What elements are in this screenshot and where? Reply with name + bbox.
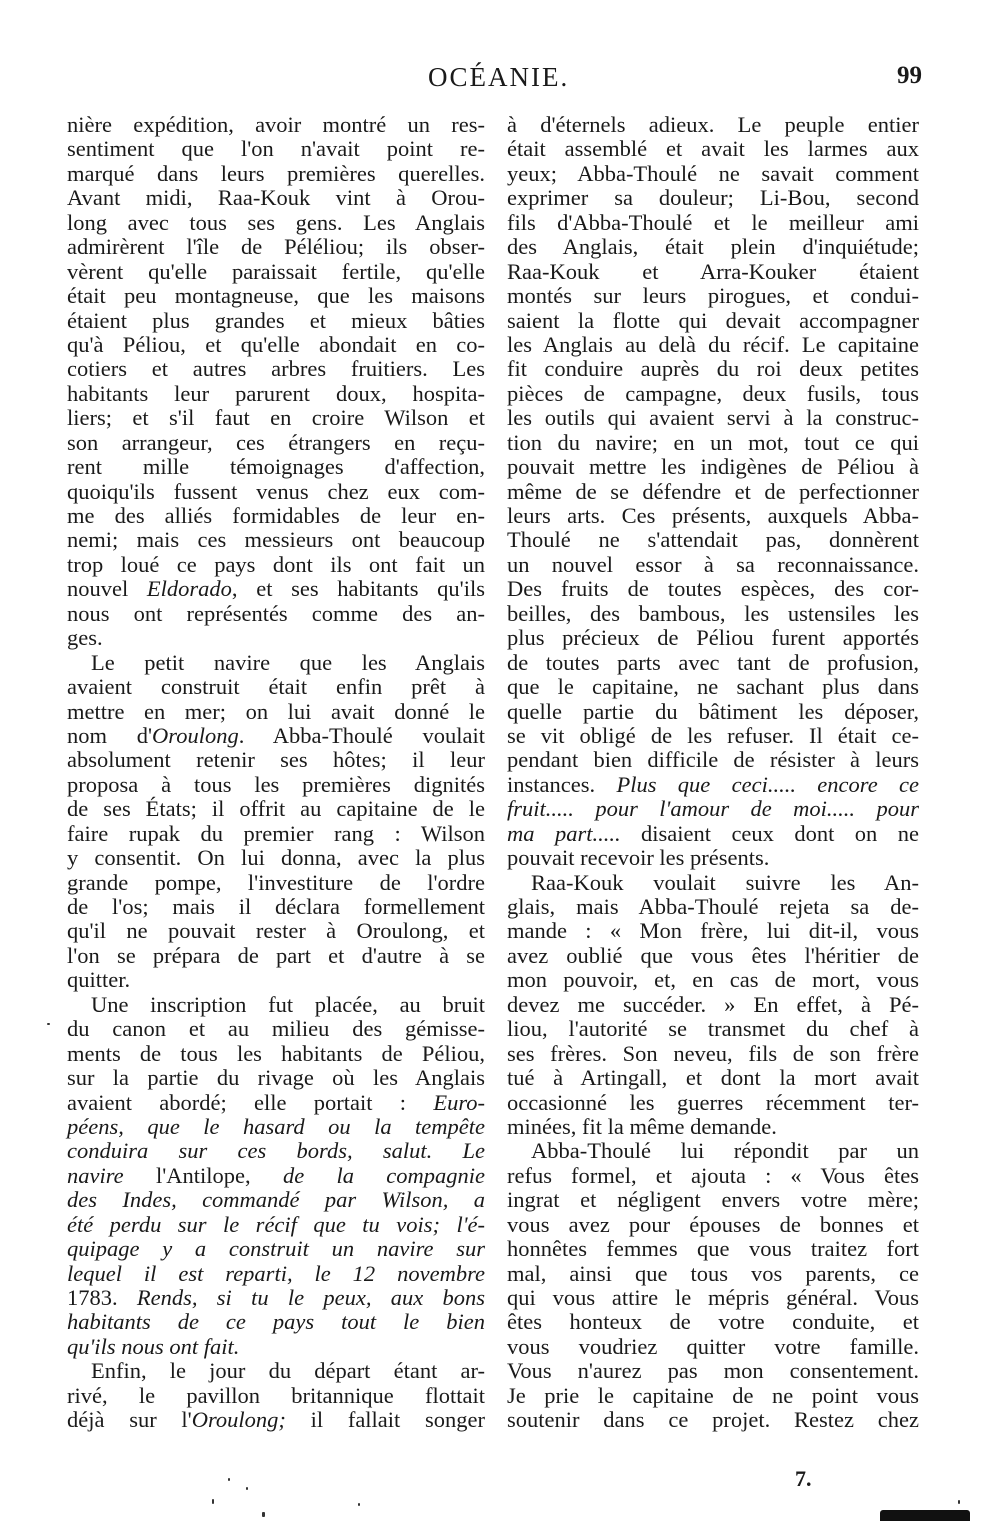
text-line	[67, 993, 485, 1017]
text-segment: Des fruits de toutes espèces, des cor-	[507, 576, 919, 602]
text-segment: Avant midi, Raa-Kouk vint à Orou-	[67, 185, 485, 211]
text-line	[67, 626, 485, 650]
text-segment: absolument retenir ses hôtes; il leur	[67, 747, 485, 773]
text-segment: nemi; mais ces messieurs ont beaucoup	[67, 527, 485, 553]
text-line	[507, 455, 919, 479]
text-line	[67, 455, 485, 479]
text-line	[507, 504, 919, 528]
text-segment: grande pompe, l'investiture de l'ordre	[67, 869, 485, 895]
text-segment: plus précieux de Péliou furent apportés	[507, 625, 919, 651]
text-line	[507, 577, 919, 601]
text-line	[507, 333, 919, 357]
text-line	[67, 211, 485, 235]
text-line	[507, 895, 919, 919]
text-line	[67, 528, 485, 552]
text-line	[507, 1188, 919, 1212]
text-line	[67, 748, 485, 772]
text-line	[507, 919, 919, 943]
text-line	[67, 382, 485, 406]
text-segment: montés sur leurs pirogues, et condui-	[507, 283, 919, 309]
text-line	[67, 773, 485, 797]
text-segment: ingrat et négligent envers votre mère;	[507, 1187, 919, 1213]
text-line	[507, 1042, 919, 1066]
text-segment: Enfin, le jour du départ étant ar-	[91, 1358, 485, 1384]
text-segment: qu'il ne pouvait rester à Oroulong, et	[67, 918, 485, 944]
text-line	[507, 748, 919, 772]
text-segment: pendant bien difficile de résister à leurs	[507, 747, 919, 773]
text-segment: son arrangeur, ces étrangers en reçu-	[67, 429, 485, 455]
italic-text: fruit..... pour l'amour de moi..... pour	[507, 796, 919, 822]
text-line	[67, 1213, 485, 1237]
text-line	[67, 944, 485, 968]
text-segment: soutenir dans ce projet. Restez chez	[507, 1407, 919, 1433]
speck	[47, 1023, 50, 1025]
text-segment: étaient plus grandes et mieux bâties	[67, 307, 485, 333]
italic-text: péens, que le hasard ou la tempête	[67, 1113, 485, 1139]
text-segment: rent mille témoignages d'affection,	[67, 454, 485, 480]
italic-text: lequel il est reparti, le 12 novembre	[67, 1260, 485, 1286]
text-segment: nouvel	[67, 576, 147, 602]
text-line	[67, 675, 485, 699]
text-line	[67, 602, 485, 626]
text-segment: minées, fit la même demande.	[507, 1113, 777, 1139]
text-line	[67, 333, 485, 357]
text-segment: Vous n'aurez pas mon consentement.	[507, 1358, 919, 1384]
text-segment: trop loué ce pays dont ils ont fait un	[67, 551, 485, 577]
text-segment: leurs arts. Ces présents, auxquels Abba-	[507, 503, 919, 528]
text-segment: quitter.	[67, 967, 131, 993]
text-line	[67, 577, 485, 601]
text-line	[507, 211, 919, 235]
text-line	[507, 700, 919, 724]
text-segment: proposa à tous les premières dignités	[67, 771, 485, 797]
running-head: OCÉANIE.	[428, 62, 570, 92]
text-line	[507, 1213, 919, 1237]
text-line	[507, 1310, 919, 1334]
text-segment: du canon et au milieu des gémisse-	[67, 1016, 485, 1042]
text-segment: avaient abordé; elle portait :	[67, 1089, 434, 1115]
text-segment: habitants leur parurent doux, hospita-	[67, 380, 485, 406]
text-line	[507, 284, 919, 308]
text-segment: 1783.	[67, 1285, 137, 1310]
text-line	[67, 1042, 485, 1066]
text-segment: Abba-Thoulé lui répondit par un	[531, 1138, 919, 1164]
text-line	[67, 968, 485, 992]
italic-text: Plus que ceci..... encore ce	[616, 771, 919, 797]
text-segment: les Anglais au delà du récif. Le capitaine	[507, 331, 919, 357]
text-line	[67, 480, 485, 504]
text-segment: de ses États; il offrit au capitaine de le	[67, 796, 485, 822]
text-segment: tué à Artingall, et dont la mort avait	[507, 1065, 919, 1091]
text-segment: instances.	[507, 771, 617, 797]
speck	[262, 1512, 265, 1517]
text-segment: ses frères. Son neveu, fils de son frère	[507, 1040, 919, 1066]
text-line	[67, 1286, 485, 1310]
signature-mark: 7.	[795, 1466, 812, 1491]
text-line	[67, 186, 485, 210]
italic-text: quipage y a construit un navire sur	[67, 1236, 485, 1262]
text-segment: êtes honteux de votre conduite, et	[507, 1309, 919, 1335]
italic-text: conduira sur ces bords, salut. Le	[67, 1138, 485, 1164]
text-segment: occasionné les guerres récemment ter-	[507, 1089, 919, 1115]
text-segment: tion du navire; en un mot, tout ce qui	[507, 429, 919, 455]
text-segment: disaient ceux dont on ne	[620, 820, 919, 846]
text-segment: ges.	[67, 625, 103, 651]
text-segment: ments de tous les habitants de Péliou,	[67, 1040, 485, 1066]
text-line	[67, 822, 485, 846]
text-segment: mande : « Mon frère, lui dit-il, vous	[507, 918, 919, 944]
italic-text: Eldorado	[146, 576, 232, 602]
text-line	[67, 553, 485, 577]
text-line	[67, 162, 485, 186]
text-line	[67, 700, 485, 724]
text-segment: saient la flotte qui devait accompagner	[507, 307, 919, 333]
speck	[228, 1478, 230, 1481]
text-line	[507, 137, 919, 161]
text-line	[507, 1139, 919, 1163]
text-line	[507, 162, 919, 186]
text-segment: vous avez pour épouses de bonnes et	[507, 1211, 919, 1237]
italic-text: ma part.....	[507, 820, 621, 846]
text-segment: pouvait mettre les indigènes de Péliou à	[507, 454, 919, 480]
text-line	[507, 357, 919, 381]
text-segment: me des alliés formidables de leur en-	[67, 503, 485, 528]
text-line	[507, 1091, 919, 1115]
italic-text: Oroulong;	[191, 1407, 286, 1433]
text-segment: de l'os; mais il déclara formellement	[67, 894, 485, 919]
text-line	[507, 1115, 919, 1139]
text-line	[507, 1066, 919, 1090]
text-segment: l'on se prépara de part et d'autre à se	[67, 942, 485, 968]
text-segment: était assemblé et avait les larmes aux	[507, 136, 919, 162]
text-segment: mal, ainsi que tous vos parents, ce	[507, 1260, 919, 1286]
text-line	[507, 1408, 919, 1432]
italic-text: navire	[67, 1162, 124, 1188]
text-line	[507, 724, 919, 748]
text-segment: refus formel, et ajouta : « Vous êtes	[507, 1162, 919, 1188]
italic-text: été perdu sur le récif que tu vois; l'é-	[67, 1211, 485, 1237]
page-header	[0, 62, 1000, 102]
text-line	[67, 1359, 485, 1383]
text-segment: yeux; Abba-Thoulé ne savait comment	[507, 160, 919, 186]
italic-text: Oroulong	[152, 722, 239, 748]
text-line	[67, 1262, 485, 1286]
text-line	[67, 1237, 485, 1261]
text-segment: y consentit. On lui donna, avec la plus	[67, 845, 485, 871]
italic-text: Rends, si tu le peux, aux bons	[136, 1285, 486, 1310]
text-line	[507, 309, 919, 333]
text-segment: était peu montagneuse, que les maisons	[67, 283, 485, 309]
text-line	[507, 1237, 919, 1261]
text-line	[507, 1286, 919, 1310]
text-segment: des Anglais, était plein d'inquiétude;	[507, 234, 919, 260]
text-segment: Raa-Kouk et Arra-Kouker étaient	[507, 258, 919, 284]
text-line	[67, 113, 485, 137]
text-line	[507, 651, 919, 675]
text-line	[67, 431, 485, 455]
text-line	[67, 1188, 485, 1212]
text-segment: faire rupak du premier rang : Wilson	[67, 820, 485, 846]
text-line	[67, 797, 485, 821]
text-segment: . Abba-Thoulé voulait	[238, 722, 485, 748]
text-line	[67, 1091, 485, 1115]
text-segment: Je prie le capitaine de ne point vous	[507, 1382, 919, 1408]
text-line	[67, 895, 485, 919]
italic-text: des Indes, commandé par Wilson, a	[67, 1187, 485, 1213]
text-segment: qu'à Péliou, et qu'elle abondait en co-	[67, 331, 485, 357]
speck	[958, 1500, 960, 1504]
text-segment: avaient construit était enfin prêt à	[67, 674, 485, 700]
text-segment: glais, mais Abba-Thoulé rejeta sa de-	[507, 894, 919, 919]
text-line	[507, 822, 919, 846]
text-line	[67, 284, 485, 308]
text-segment: liers; et s'il faut en croire Wilson et	[67, 405, 485, 431]
text-line	[507, 602, 919, 626]
text-segment: vèrent qu'elle paraissait fertile, qu'elle	[67, 258, 485, 284]
text-line	[67, 504, 485, 528]
text-segment: marqué dans leurs premières querelles.	[67, 160, 485, 186]
text-segment: mettre en mer; on lui avait donné le	[67, 698, 485, 724]
text-line	[67, 1310, 485, 1334]
speck	[358, 1503, 360, 1506]
text-segment: admirèrent l'île de Péléliou; ils obser-	[67, 234, 485, 260]
text-line	[67, 724, 485, 748]
text-line	[507, 1017, 919, 1041]
text-line	[67, 1164, 485, 1188]
text-segment: sentiment que l'on n'avait point re-	[67, 136, 485, 162]
text-segment: cotiers et autres arbres fruitiers. Les	[67, 356, 485, 382]
text-line	[507, 871, 919, 895]
text-segment: nous ont représentés comme des an-	[67, 600, 485, 626]
text-segment: pièces de campagne, deux fusils, tous	[507, 380, 919, 406]
speck	[212, 1499, 214, 1504]
text-line	[507, 1384, 919, 1408]
text-line	[67, 846, 485, 870]
text-segment: Thoulé ne s'attendait pas, donnèrent	[507, 527, 919, 553]
text-segment: qui vous attire le mépris général. Vous	[507, 1285, 919, 1310]
text-segment: mon pouvoir, et, en cas de mort, vous	[507, 967, 919, 993]
text-line	[507, 1164, 919, 1188]
text-segment: beilles, des bambous, les ustensiles les	[507, 600, 919, 626]
text-line	[67, 235, 485, 259]
text-segment: que le capitaine, ne sachant plus dans	[507, 674, 919, 700]
text-segment: de toutes parts avec tant de profusion,	[507, 649, 919, 675]
text-line	[507, 797, 919, 821]
text-segment: se vit obligé de les refuser. Il était ce-	[507, 722, 919, 748]
text-segment: pouvait recevoir les présents.	[507, 845, 770, 871]
italic-text: de la compagnie	[282, 1162, 485, 1188]
text-line	[507, 186, 919, 210]
text-line	[507, 480, 919, 504]
text-line	[507, 406, 919, 430]
text-line	[67, 357, 485, 381]
text-line	[507, 1359, 919, 1383]
text-line	[507, 431, 919, 455]
text-segment: honnêtes femmes que vous traitez fort	[507, 1236, 919, 1262]
text-line	[507, 968, 919, 992]
text-line	[507, 235, 919, 259]
text-line	[507, 528, 919, 552]
text-segment: même de se défendre et de perfectionner	[507, 478, 919, 504]
text-line	[67, 1335, 485, 1359]
text-segment: fils d'Abba-Thoulé et le meilleur ami	[507, 209, 919, 235]
text-line	[507, 773, 919, 797]
text-line	[67, 651, 485, 675]
text-segment: nom d'	[67, 722, 153, 748]
text-segment: Une inscription fut placée, au bruit	[91, 991, 485, 1017]
text-line	[507, 626, 919, 650]
text-line	[507, 1262, 919, 1286]
text-segment: l'Antilope,	[123, 1162, 283, 1188]
text-line	[67, 1139, 485, 1163]
text-line	[507, 553, 919, 577]
text-segment: exprimer sa douleur; Li-Bou, second	[507, 185, 919, 211]
text-line	[67, 1408, 485, 1432]
text-line	[507, 675, 919, 699]
text-segment: nière expédition, avoir montré un res-	[67, 112, 485, 137]
text-line	[67, 137, 485, 161]
text-line	[507, 260, 919, 284]
right-column	[507, 113, 919, 1433]
italic-text: habitants de ce pays tout le bien	[67, 1309, 485, 1335]
text-segment: à d'éternels adieux. Le peuple entier	[507, 112, 919, 137]
speck	[246, 1487, 248, 1490]
text-segment: vous voudriez quitter votre famille.	[507, 1333, 919, 1359]
text-line	[67, 1115, 485, 1139]
text-line	[507, 113, 919, 137]
text-line	[67, 260, 485, 284]
text-line	[507, 993, 919, 1017]
text-segment: les outils qui avaient servi à la construc-	[507, 405, 919, 431]
ink-blot	[880, 1510, 970, 1521]
text-segment: avez oublié que vous êtes l'héritier de	[507, 942, 919, 968]
italic-text: Euro-	[433, 1089, 485, 1115]
text-line	[507, 1335, 919, 1359]
left-column	[67, 113, 485, 1433]
text-segment: un nouvel essor à sa reconnaissance.	[507, 551, 919, 577]
italic-text: qu'ils nous ont fait.	[67, 1333, 240, 1359]
text-segment: devez me succéder. » En effet, à Pé-	[507, 991, 919, 1017]
text-line	[67, 1384, 485, 1408]
text-line	[67, 919, 485, 943]
text-line	[67, 1017, 485, 1041]
text-line	[67, 1066, 485, 1090]
text-segment: fit conduire auprès du roi deux petites	[507, 356, 919, 382]
text-line	[507, 382, 919, 406]
text-segment: Le petit navire que les Anglais	[91, 649, 485, 675]
text-segment: liou, l'autorité se transmet du chef à	[507, 1016, 919, 1042]
text-segment: il fallait songer	[285, 1407, 485, 1433]
text-line	[67, 309, 485, 333]
text-segment: rivé, le pavillon britannique flottait	[67, 1382, 485, 1408]
text-segment: quoiqu'ils fussent venus chez eux com-	[67, 478, 485, 504]
text-segment: déjà sur l'	[67, 1407, 192, 1433]
text-line	[67, 871, 485, 895]
text-segment: sur la partie du rivage où les Anglais	[67, 1065, 485, 1091]
text-line	[67, 406, 485, 430]
text-line	[507, 944, 919, 968]
page-number: 99	[897, 62, 922, 89]
text-segment: Raa-Kouk voulait suivre les An-	[531, 869, 919, 895]
text-segment: long avec tous ses gens. Les Anglais	[67, 209, 485, 235]
text-line	[507, 846, 919, 870]
text-segment: , et ses habitants qu'ils	[231, 576, 485, 602]
text-segment: quelle partie du bâtiment les déposer,	[507, 698, 919, 724]
